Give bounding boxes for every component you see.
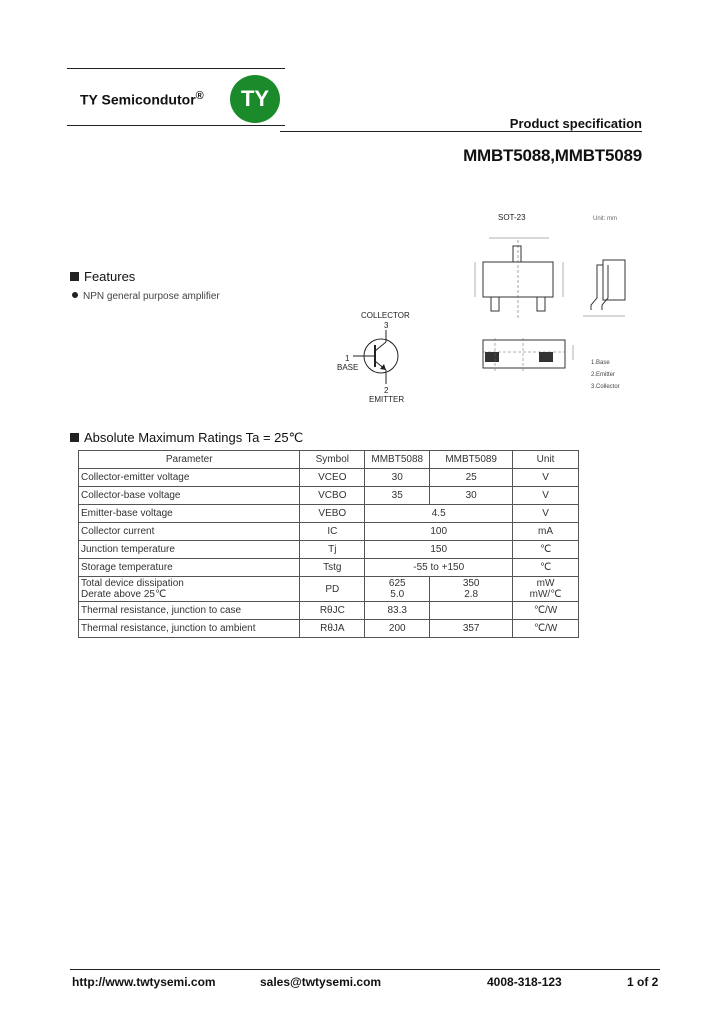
emitter-label: EMITTER [369,395,405,404]
table-row: Thermal resistance, junction to ambient RθJA 200 357 ℃/W [79,620,579,638]
part-number-title: MMBT5088,MMBT5089 [463,146,642,165]
table-header-row [79,451,579,469]
sot23-package-drawing [465,210,635,400]
footer-email[interactable]: sales@twtysemi.com [260,975,382,989]
ratings-heading: Absolute Maximum Ratings Ta = 25℃ [70,430,303,446]
pin-1-label: 1 [345,354,350,363]
product-spec-label: Product specification [509,116,642,131]
ratings-table [78,450,579,638]
footer-page-number: 1 of 2 [627,975,659,989]
table-row: Collector-emitter voltage VCEO 30 25 V [79,469,579,487]
header-mid-rule [67,125,285,126]
footer-website[interactable]: http://www.twtysemi.com [72,975,216,989]
collector-label: COLLECTOR [361,311,410,320]
footer-phone: 4008-318-123 [487,975,562,989]
col-parameter: Parameter [79,451,300,469]
table-row: Collector-base voltage VCBO 35 30 V [79,487,579,505]
package-label: SOT-23 [498,213,526,222]
spec-rule [280,131,642,132]
table-row: Emitter-base voltage VEBO 4.5 V [79,505,579,523]
header-top-rule [67,68,285,69]
pin-2-label: 2 [384,386,389,395]
table-row: Collector current IC 100 mA [79,523,579,541]
company-logo: TY [230,75,280,123]
col-mmbt5089: MMBT5089 [430,451,513,469]
legend-emitter: 2.Emitter [591,372,616,378]
npn-transistor-icon [335,308,425,408]
features-heading: Features [70,269,135,284]
table-row: Thermal resistance, junction to case RθJC 83.3 ℃/W [79,602,579,620]
table-row: Storage temperature Tstg -55 to +150 ℃ [79,559,579,577]
base-label: BASE [337,363,359,372]
col-mmbt5088: MMBT5088 [365,451,430,469]
feature-item: NPN general purpose amplifier [72,291,220,302]
col-unit: Unit [513,451,579,469]
legend-base: 1.Base [591,360,610,366]
table-row: Junction temperature Tj 150 ℃ [79,541,579,559]
col-symbol: Symbol [300,451,365,469]
legend-collector: 3.Collector [591,384,620,390]
table-row: Total device dissipation Derate above 25℃ PD 625 5.0 350 2.8 mW mW/℃ [79,577,579,602]
company-name: TY Semicondutor® [80,90,204,108]
pin-3-label: 3 [384,321,389,330]
footer-rule [70,969,660,970]
transistor-symbol [335,308,425,408]
bullet-icon [72,292,78,298]
unit-label: Unit: mm [593,216,617,222]
